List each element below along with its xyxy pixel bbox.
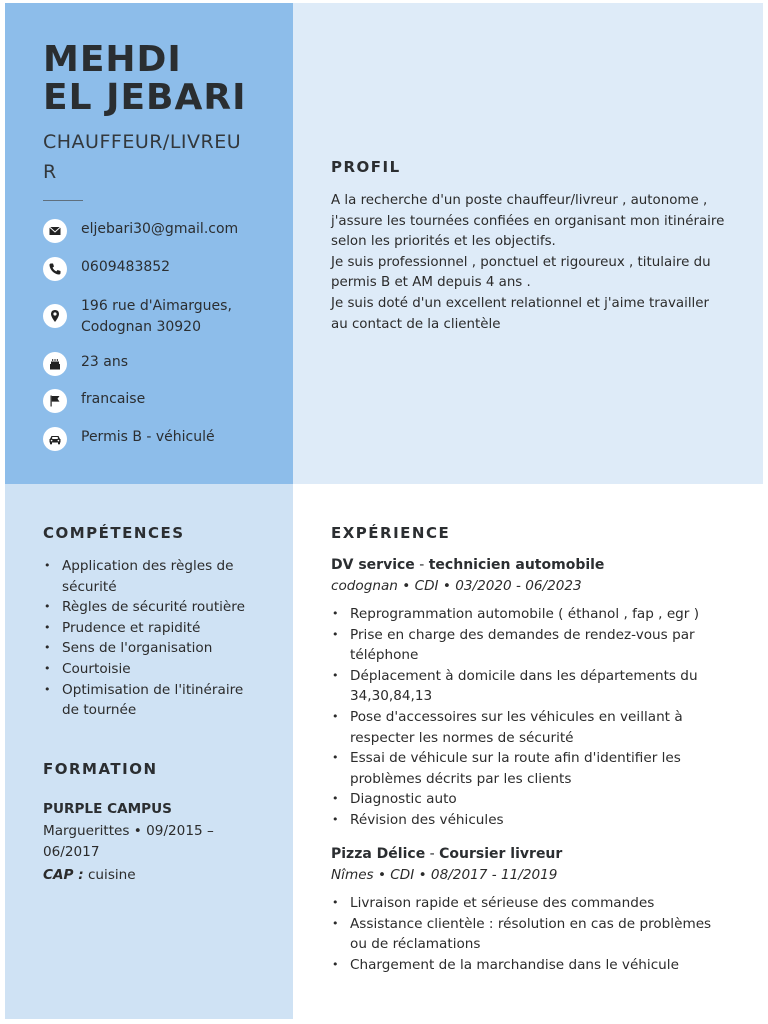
profil-line: selon les priorités et les objectifs. <box>331 234 556 250</box>
job-role: technicien automobile <box>428 557 605 573</box>
age-text: 23 ans <box>81 354 129 370</box>
profil-text <box>331 191 741 335</box>
profil-heading: PROFIL <box>331 158 401 176</box>
job-company: Pizza Délice <box>331 846 426 862</box>
job-heading <box>331 557 604 573</box>
list-item: • Pose d'accessoires sur les véhicules en veillant à respecter les normes de sécurité <box>331 707 711 748</box>
list-item: • Optimisation de l'itinéraire de tournée <box>43 680 258 721</box>
job-tasks-list <box>331 604 711 831</box>
email-icon <box>43 219 67 243</box>
profil-line: A la recherche d'un poste chauffeur/livreur , autonome , <box>331 193 708 208</box>
competences-heading: COMPÉTENCES <box>43 524 185 542</box>
job-meta: Nîmes • CDI • 08/2017 - 11/2019 <box>331 867 558 883</box>
email-text: eljebari30@gmail.com <box>81 221 239 237</box>
title-divider <box>43 200 83 201</box>
car-icon <box>43 427 67 451</box>
profil-line: permis B et AM depuis 4 ans . <box>331 275 531 291</box>
experience-heading: EXPÉRIENCE <box>331 524 451 542</box>
list-item: • Courtoisie <box>43 659 258 680</box>
job-meta: codognan • CDI • 03/2020 - 06/2023 <box>331 578 582 594</box>
list-item: • Règles de sécurité routière <box>43 597 258 618</box>
address-line-1: 196 rue d'Aimargues, <box>81 298 232 314</box>
flag-icon <box>43 389 67 413</box>
list-item: • Diagnostic auto <box>331 789 711 810</box>
contact-address <box>43 296 232 338</box>
contact-phone[interactable] <box>43 257 170 281</box>
job-separator: - <box>425 846 440 862</box>
competences-list <box>43 556 258 721</box>
list-item: • Livraison rapide et sérieuse des commandes <box>331 893 723 914</box>
list-item: • Déplacement à domicile dans les départements du 34,30,84,13 <box>331 666 711 707</box>
job-separator: - <box>414 557 429 573</box>
contact-age <box>43 352 128 376</box>
list-item: • Révision des véhicules <box>331 810 711 831</box>
resume-page <box>5 3 763 1019</box>
list-item: • Reprogrammation automobile ( éthanol , fap , egr ) <box>331 604 711 625</box>
list-item: • Assistance clientèle : résolution en cas de problèmes ou de réclamations <box>331 914 723 955</box>
list-item: • Application des règles de sécurité <box>43 556 258 597</box>
list-item: • Essai de véhicule sur la route afin d'identifier les problèmes décrits par les clients <box>331 748 711 789</box>
contact-email[interactable] <box>43 219 238 243</box>
formation-heading: FORMATION <box>43 760 158 778</box>
birthday-cake-icon <box>43 352 67 376</box>
job-role: Coursier livreur <box>439 846 563 862</box>
job-tasks-list <box>331 893 723 975</box>
formation-school: PURPLE CAMPUS <box>43 801 172 817</box>
diploma-value: cuisine <box>83 867 136 883</box>
candidate-name <box>43 41 283 117</box>
profil-line: au contact de la clientèle <box>331 316 501 332</box>
profil-line: Je suis doté d'un excellent relationnel et j'aime travailler <box>331 295 710 311</box>
name-line-2: EL JEBARI <box>43 77 247 118</box>
address-line-2: Codognan 30920 <box>81 319 201 335</box>
location-pin-icon <box>43 304 67 328</box>
contact-nationality <box>43 389 145 413</box>
profil-line: Je suis professionnel , ponctuel et rigoureux , titulaire du <box>331 254 711 270</box>
formation-dates: Marguerittes • 09/2015 – 06/2017 <box>43 823 214 860</box>
job-company: DV service <box>331 557 415 573</box>
list-item: • Prise en charge des demandes de rendez-vous par téléphone <box>331 625 711 666</box>
nationality-text: francaise <box>81 391 146 407</box>
license-text: Permis B - véhiculé <box>81 429 215 445</box>
address-text <box>81 296 232 338</box>
profil-line: j'assure les tournées confiées en organisant mon itinéraire <box>331 213 725 229</box>
list-item: • Sens de l'organisation <box>43 638 258 659</box>
phone-text: 0609483852 <box>81 259 171 275</box>
contact-license <box>43 427 215 451</box>
list-item: • Chargement de la marchandise dans le véhicule <box>331 955 723 976</box>
job-title: CHAUFFEUR/LIVREUR <box>43 131 242 183</box>
phone-icon <box>43 257 67 281</box>
diploma-label: CAP : <box>43 867 84 883</box>
list-item: • Prudence et rapidité <box>43 618 258 639</box>
name-line-1: MEHDI <box>43 39 182 80</box>
formation-diploma <box>43 867 136 883</box>
job-heading <box>331 846 562 862</box>
